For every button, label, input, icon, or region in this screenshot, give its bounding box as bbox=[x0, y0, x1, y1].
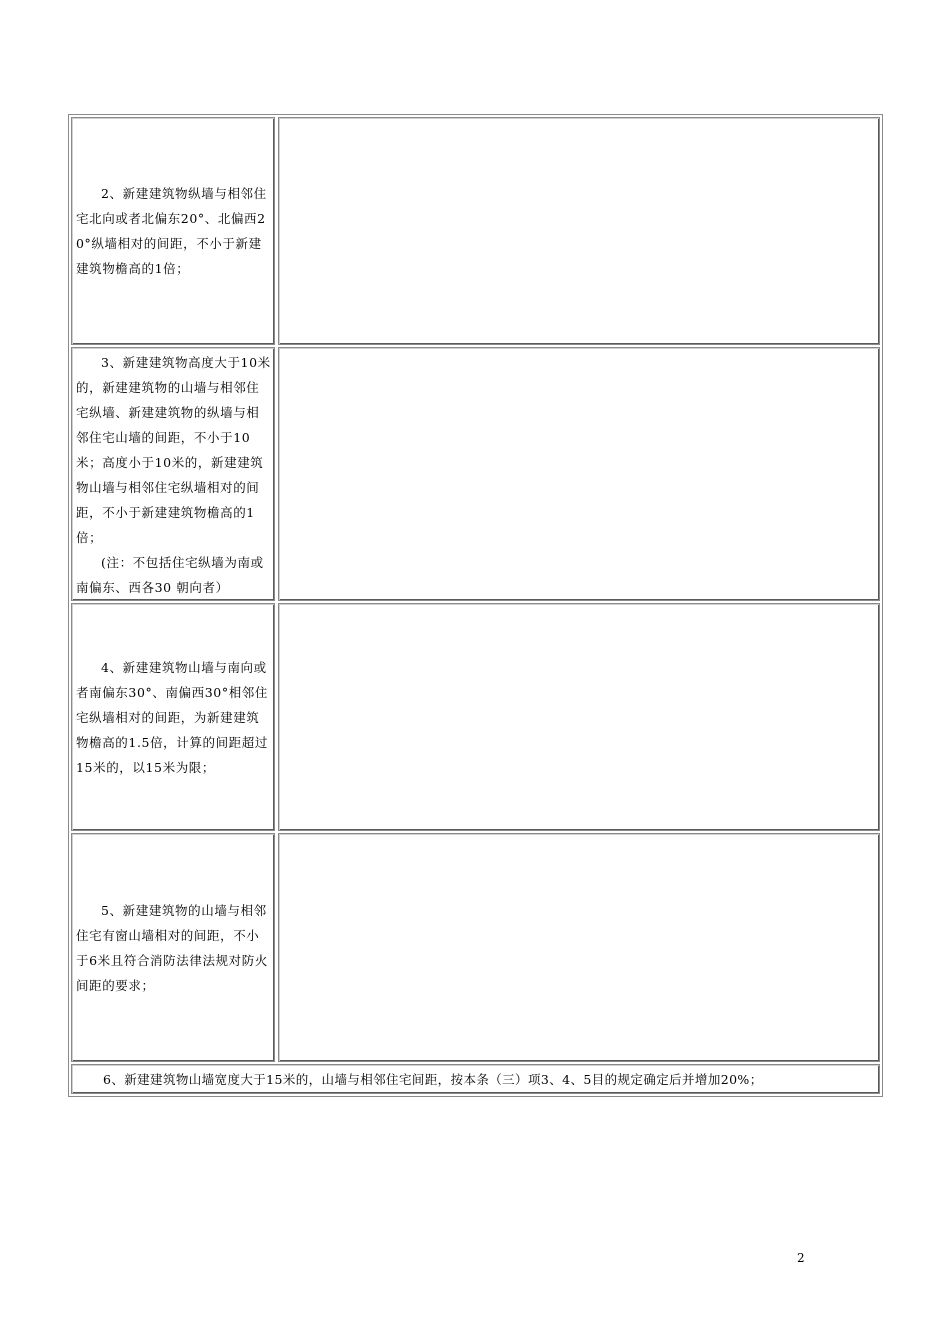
table-cell-clause-5 bbox=[71, 833, 275, 1062]
clause-text: 4、新建建筑物山墙与南向或者南偏东30°、南偏西30°相邻住宅纵墙相对的间距，为新建建筑物檐高的1.5倍，计算的间距超过15米的，以15米为限； bbox=[76, 659, 269, 775]
clause-text: 2、新建建筑物纵墙与相邻住宅北向或者北偏东20°、北偏西20°纵墙相对的间距，不小于新建建筑物檐高的1倍； bbox=[76, 186, 267, 276]
clause-note: (注：不包括住宅纵墙为南或南偏东、西各30 朝向者） bbox=[76, 555, 264, 595]
table-row bbox=[71, 1064, 880, 1094]
regulation-table bbox=[68, 114, 883, 1097]
table-row bbox=[71, 347, 880, 601]
clause-text: 5、新建建筑物的山墙与相邻住宅有窗山墙相对的间距，不小于6米且符合消防法律法规对防火间距的要求； bbox=[76, 902, 268, 993]
table-cell-empty bbox=[278, 117, 880, 345]
clause-text: 3、新建建筑物高度大于10米的，新建建筑物的山墙与相邻住宅纵墙、新建建筑物的纵墙与相邻住宅山墙的间距，不小于10米；高度小于10米的，新建建筑物山墙与相邻住宅纵墙相对的间距，不小于新建建筑物檐高的1倍； bbox=[76, 355, 271, 545]
table-row bbox=[71, 833, 880, 1062]
clause-text: 6、新建建筑物山墙宽度大于15米的，山墙与相邻住宅间距，按本条（三）项3、4、5目的规定确定后并增加20%； bbox=[103, 1072, 763, 1087]
table-cell-clause-3 bbox=[71, 347, 275, 601]
table-cell-clause-6 bbox=[71, 1064, 880, 1094]
table-cell-empty bbox=[278, 833, 880, 1062]
page-number: 2 bbox=[797, 1251, 805, 1265]
table-cell-empty bbox=[278, 603, 880, 831]
table-cell-clause-2 bbox=[71, 117, 275, 345]
table-row bbox=[71, 117, 880, 345]
table-cell-empty bbox=[278, 347, 880, 601]
table-cell-clause-4 bbox=[71, 603, 275, 831]
clause-block bbox=[76, 350, 271, 600]
table-row bbox=[71, 603, 880, 831]
